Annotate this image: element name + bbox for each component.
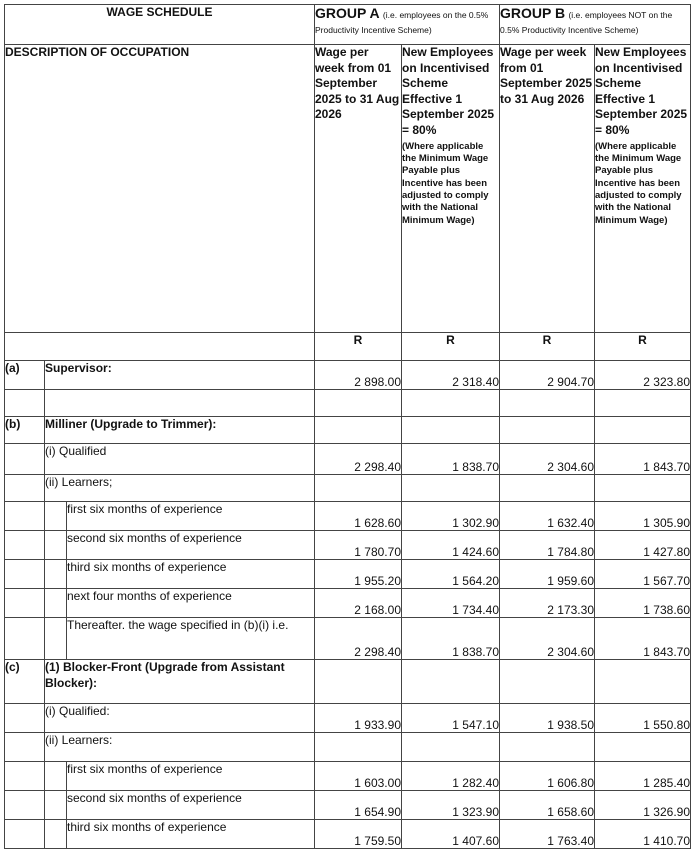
value-cell: 1 326.90 [595,791,691,820]
value-cell: 1 606.80 [500,762,595,791]
table-row [5,589,691,618]
description-header: DESCRIPTION OF OCCUPATION [5,45,315,333]
row-label: (ii) Learners; [45,475,315,502]
value-cell: 1 838.70 [402,618,500,660]
value-cell: 2 298.40 [315,618,402,660]
table-row [5,660,691,704]
group-b-name: GROUP B [500,5,566,21]
value-cell: 1 654.90 [315,791,402,820]
value-cell: 1 959.60 [500,560,595,589]
section-letter: (a) [5,361,45,390]
currency-row-blank [5,333,315,361]
currency-label: R [500,333,595,361]
group-a-name: GROUP A [315,5,380,21]
group-b-wage-header [500,45,595,333]
row-label: second six months of experience [67,791,315,820]
row-label: Thereafter. the wage specified in (b)(i) i.e. [67,618,315,660]
value-cell: 1 759.50 [315,820,402,849]
value-cell: 1 323.90 [402,791,500,820]
currency-label: R [595,333,691,361]
table-row [5,733,691,762]
table-row [5,618,691,660]
row-label: third six months of experience [67,560,315,589]
row-label: second six months of experience [67,531,315,560]
group-b-new-note: (Where applicable the Minimum Wage Payable plus Incentive has been adjusted to comply with the National Minimum Wage) [595,140,682,226]
value-cell: 2 318.40 [402,361,500,390]
section-title: Milliner (Upgrade to Trimmer): [45,417,315,444]
value-cell: 1 784.80 [500,531,595,560]
currency-row [5,333,691,361]
column-header-row [5,45,691,333]
row-label: first six months of experience [67,762,315,791]
table-row [5,417,691,444]
spacer-row [5,390,691,417]
table-row [5,444,691,475]
group-a-wage-label: Wage per week from 01 September 2025 to 31 Aug 2026 [315,45,400,122]
value-cell: 1 550.80 [595,704,691,733]
table-row [5,531,691,560]
group-a-header [315,5,500,45]
section-letter: (c) [5,660,45,704]
value-cell: 2 173.30 [500,589,595,618]
row-label: third six months of experience [67,820,315,849]
table-row [5,820,691,849]
row-label: (ii) Learners: [45,733,315,762]
group-a-new-label: New Employees on Incentivised Scheme Effective 1 September 2025 = 80% [402,45,495,137]
value-cell: 1 427.80 [595,531,691,560]
value-cell: 1 285.40 [595,762,691,791]
value-cell: 1 632.40 [500,502,595,531]
value-cell: 1 603.00 [315,762,402,791]
table-row [5,475,691,502]
group-b-wage-label: Wage per week from 01 September 2025 to 31 Aug 2026 [500,45,593,106]
value-cell: 2 298.40 [315,444,402,475]
currency-label: R [315,333,402,361]
value-cell: 2 304.60 [500,618,595,660]
currency-label: R [402,333,500,361]
group-b-new-header [595,45,691,333]
table-row [5,791,691,820]
value-cell: 1 658.60 [500,791,595,820]
value-cell: 1 567.70 [595,560,691,589]
value-cell: 1 407.60 [402,820,500,849]
group-a-new-note: (Where applicable the Minimum Wage Payable plus Incentive has been adjusted to comply with the National Minimum Wage) [402,140,489,226]
group-a-wage-header [315,45,402,333]
value-cell: 1 780.70 [315,531,402,560]
value-cell: 1 302.90 [402,502,500,531]
row-label: next four months of experience [67,589,315,618]
schedule-title: WAGE SCHEDULE [5,5,315,45]
header-row [5,5,691,45]
section-letter: (b) [5,417,45,444]
table-row [5,560,691,589]
value-cell: 1 738.60 [595,589,691,618]
value-cell: 1 305.90 [595,502,691,531]
value-cell: 1 838.70 [402,444,500,475]
group-a-note: (i.e. employees on the 0.5% Productivity Incentive Scheme) [315,10,489,35]
table-row [5,762,691,791]
value-cell: 1 843.70 [595,618,691,660]
table-row [5,704,691,733]
section-title: Supervisor: [45,361,315,390]
value-cell: 1 955.20 [315,560,402,589]
row-label: first six months of experience [67,502,315,531]
value-cell: 1 564.20 [402,560,500,589]
row-label: (i) Qualified: [45,704,315,733]
value-cell: 1 410.70 [595,820,691,849]
value-cell: 1 547.10 [402,704,500,733]
value-cell: 1 734.40 [402,589,500,618]
table-row [5,361,691,390]
group-b-note: (i.e. employees NOT on the 0.5% Productivity Incentive Scheme) [500,10,673,35]
value-cell: 1 933.90 [315,704,402,733]
group-a-new-header [402,45,500,333]
value-cell: 2 304.60 [500,444,595,475]
value-cell: 1 424.60 [402,531,500,560]
section-title: (1) Blocker-Front (Upgrade from Assistant Blocker): [45,660,315,704]
value-cell: 2 323.80 [595,361,691,390]
table-row [5,502,691,531]
value-cell: 1 938.50 [500,704,595,733]
value-cell: 1 763.40 [500,820,595,849]
wage-schedule-table [4,4,691,849]
value-cell: 1 628.60 [315,502,402,531]
value-cell: 1 843.70 [595,444,691,475]
value-cell: 2 904.70 [500,361,595,390]
value-cell: 1 282.40 [402,762,500,791]
value-cell: 2 898.00 [315,361,402,390]
value-cell: 2 168.00 [315,589,402,618]
group-b-header [500,5,691,45]
group-b-new-label: New Employees on Incentivised Scheme Effective 1 September 2025 = 80% [595,45,688,137]
row-label: (i) Qualified [45,444,315,475]
